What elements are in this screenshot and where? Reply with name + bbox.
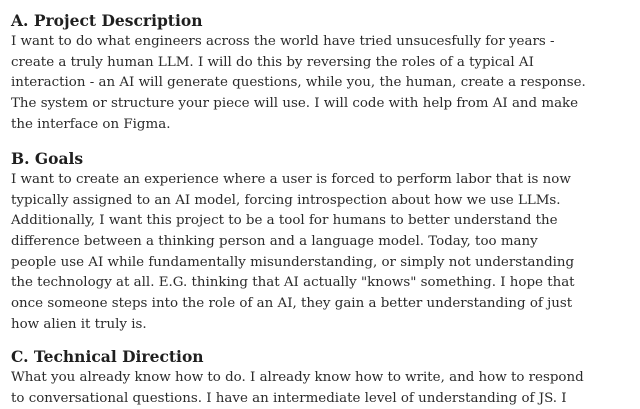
paragraph-line: interaction - an AI will generate questions, while you, the human, create a response.: [11, 75, 586, 91]
paragraph-line: how alien it truly is.: [11, 316, 147, 332]
paragraph-line: I want to create an experience where a user is forced to perform labor that is now: [11, 172, 571, 187]
paragraph-line: I want to do what engineers across the world have tried unsucesfully for years -: [11, 34, 555, 49]
paragraph-line: to conversational questions. I have an intermediate level of understanding of JS. I: [11, 390, 567, 406]
paragraph-line: The system or structure your piece will use. I will code with help from AI and make: [11, 96, 579, 112]
paragraph-line: create a truly human LLM. I will do this by reversing the roles of a typical AI: [11, 54, 534, 70]
paragraph-line: difference between a thinking person and a language model. Today, too many: [11, 234, 538, 250]
paragraph-line: typically assigned to an AI model, forcing introspection about how we use LLMs.: [11, 192, 561, 208]
paragraph-line: once someone steps into the role of an AI, they gain a better understanding of just: [11, 296, 573, 312]
paragraph-line: Additionally, I want this project to be a tool for humans to better understand the: [11, 213, 558, 229]
section-heading: A. Project Description: [11, 11, 203, 30]
section-heading: B. Goals: [11, 149, 84, 168]
paragraph-line: What you already know how to do. I already know how to write, and how to respond: [11, 370, 584, 385]
paragraph-line: people use AI while fundamentally misunderstanding, or simply not understanding: [11, 254, 575, 270]
paragraph-line: the technology at all. E.G. thinking that AI actually "knows" something. I hope that: [11, 275, 575, 291]
section-project-description: [11, 10, 586, 135]
section-heading: C. Technical Direction: [11, 347, 204, 366]
section-goals: [11, 148, 575, 336]
paragraph-line: the interface on Figma.: [11, 116, 171, 132]
